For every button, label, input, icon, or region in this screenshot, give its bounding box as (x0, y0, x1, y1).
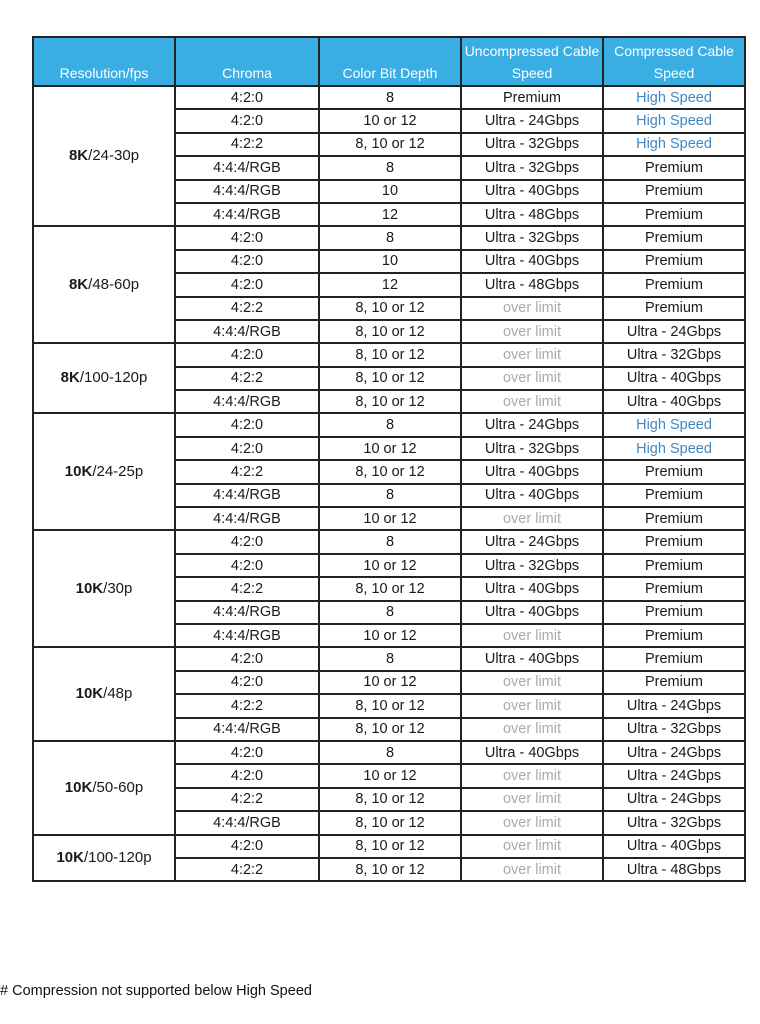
resolution-fps: /48-60p (88, 275, 140, 293)
bit-depth-cell: 8 (319, 601, 461, 624)
resolution-fps: /24-30p (88, 147, 140, 165)
bit-depth-cell: 8, 10 or 12 (319, 297, 461, 320)
compressed-speed-cell: Premium (603, 554, 745, 577)
bit-depth-cell: 8, 10 or 12 (319, 694, 461, 717)
compressed-speed-cell: Premium (603, 226, 745, 249)
uncompressed-speed-cell: over limit (461, 858, 603, 881)
compressed-speed-cell: Premium (603, 507, 745, 530)
cable-speed-table (32, 36, 746, 882)
uncompressed-speed-cell: over limit (461, 811, 603, 834)
chroma-cell: 4:2:0 (175, 741, 319, 764)
resolution-cell (33, 835, 175, 882)
bit-depth-cell: 10 or 12 (319, 507, 461, 530)
uncompressed-speed-cell: over limit (461, 343, 603, 366)
chroma-cell: 4:2:0 (175, 413, 319, 436)
resolution-cell (33, 86, 175, 226)
uncompressed-speed-cell: over limit (461, 297, 603, 320)
compressed-speed-cell: Premium (603, 647, 745, 670)
bit-depth-cell: 12 (319, 203, 461, 226)
chroma-cell: 4:2:2 (175, 788, 319, 811)
uncompressed-speed-cell: Ultra - 40Gbps (461, 460, 603, 483)
chroma-cell: 4:2:2 (175, 460, 319, 483)
table-row (33, 741, 745, 764)
bit-depth-cell: 8 (319, 530, 461, 553)
chroma-cell: 4:2:0 (175, 273, 319, 296)
compressed-speed-cell: Premium (603, 484, 745, 507)
chroma-cell: 4:2:0 (175, 554, 319, 577)
uncompressed-speed-cell: Ultra - 48Gbps (461, 203, 603, 226)
chroma-cell: 4:4:4/RGB (175, 484, 319, 507)
header-compressed-cable-speed: Compressed Cable Speed (603, 37, 745, 86)
uncompressed-speed-cell: Ultra - 24Gbps (461, 109, 603, 132)
table-row (33, 647, 745, 670)
compressed-speed-cell: High Speed (603, 413, 745, 436)
compressed-speed-cell: Premium (603, 203, 745, 226)
uncompressed-speed-cell: Ultra - 32Gbps (461, 226, 603, 249)
uncompressed-speed-cell: over limit (461, 507, 603, 530)
compressed-speed-cell: Ultra - 32Gbps (603, 718, 745, 741)
bit-depth-cell: 8 (319, 226, 461, 249)
uncompressed-speed-cell: over limit (461, 320, 603, 343)
bit-depth-cell: 8, 10 or 12 (319, 811, 461, 834)
uncompressed-speed-cell: over limit (461, 624, 603, 647)
bit-depth-cell: 12 (319, 273, 461, 296)
resolution-bold: 10K (64, 462, 93, 480)
resolution-fps: /100-120p (83, 848, 152, 866)
resolution-fps: /48p (103, 685, 133, 703)
resolution-bold: 8K (60, 369, 80, 387)
table-row (33, 226, 745, 249)
bit-depth-cell: 8, 10 or 12 (319, 788, 461, 811)
compressed-speed-cell: Ultra - 24Gbps (603, 741, 745, 764)
chroma-cell: 4:2:0 (175, 835, 319, 858)
resolution-bold: 10K (75, 685, 104, 703)
bit-depth-cell: 8 (319, 741, 461, 764)
resolution-bold: 10K (64, 778, 93, 796)
compressed-speed-cell: High Speed (603, 86, 745, 109)
uncompressed-speed-cell: over limit (461, 671, 603, 694)
uncompressed-speed-cell: Ultra - 40Gbps (461, 250, 603, 273)
uncompressed-speed-cell: Ultra - 24Gbps (461, 413, 603, 436)
chroma-cell: 4:4:4/RGB (175, 203, 319, 226)
uncompressed-speed-cell: Ultra - 40Gbps (461, 741, 603, 764)
bit-depth-cell: 8 (319, 156, 461, 179)
chroma-cell: 4:2:2 (175, 577, 319, 600)
compressed-speed-cell: Ultra - 24Gbps (603, 764, 745, 787)
chroma-cell: 4:2:2 (175, 858, 319, 881)
bit-depth-cell: 8 (319, 86, 461, 109)
chroma-cell: 4:2:0 (175, 343, 319, 366)
chroma-cell: 4:4:4/RGB (175, 507, 319, 530)
compressed-speed-cell: Ultra - 32Gbps (603, 811, 745, 834)
compressed-speed-cell: Ultra - 48Gbps (603, 858, 745, 881)
chroma-cell: 4:2:0 (175, 671, 319, 694)
bit-depth-cell: 8, 10 or 12 (319, 835, 461, 858)
compressed-speed-cell: Premium (603, 250, 745, 273)
table-body (33, 86, 745, 881)
bit-depth-cell: 8, 10 or 12 (319, 577, 461, 600)
resolution-fps: /100-120p (79, 369, 148, 387)
header-row (33, 37, 745, 86)
uncompressed-speed-cell: over limit (461, 788, 603, 811)
bit-depth-cell: 10 or 12 (319, 554, 461, 577)
bit-depth-cell: 8, 10 or 12 (319, 320, 461, 343)
bit-depth-cell: 8 (319, 647, 461, 670)
compressed-speed-cell: Premium (603, 530, 745, 553)
compressed-speed-cell: Ultra - 40Gbps (603, 835, 745, 858)
compressed-speed-cell: Premium (603, 273, 745, 296)
resolution-bold: 8K (68, 147, 89, 165)
compressed-speed-cell: Premium (603, 624, 745, 647)
resolution-cell (33, 413, 175, 530)
compressed-speed-cell: High Speed (603, 109, 745, 132)
chroma-cell: 4:2:2 (175, 297, 319, 320)
table-row (33, 413, 745, 436)
compressed-speed-cell: Ultra - 24Gbps (603, 320, 745, 343)
footnote: # Compression not supported below High Speed (0, 983, 312, 999)
resolution-cell (33, 530, 175, 647)
compressed-speed-cell: Ultra - 32Gbps (603, 343, 745, 366)
table-row (33, 835, 745, 858)
chroma-cell: 4:4:4/RGB (175, 390, 319, 413)
table-row (33, 530, 745, 553)
chroma-cell: 4:2:0 (175, 250, 319, 273)
resolution-cell (33, 647, 175, 741)
compressed-speed-cell: Premium (603, 180, 745, 203)
chroma-cell: 4:2:0 (175, 86, 319, 109)
bit-depth-cell: 10 or 12 (319, 764, 461, 787)
chroma-cell: 4:2:0 (175, 226, 319, 249)
resolution-bold: 8K (68, 275, 89, 293)
bit-depth-cell: 10 (319, 250, 461, 273)
resolution-bold: 10K (75, 579, 104, 597)
uncompressed-speed-cell: Ultra - 40Gbps (461, 484, 603, 507)
bit-depth-cell: 10 (319, 180, 461, 203)
table-row (33, 343, 745, 366)
chroma-cell: 4:2:0 (175, 647, 319, 670)
bit-depth-cell: 8, 10 or 12 (319, 367, 461, 390)
resolution-bold: 10K (56, 848, 84, 866)
uncompressed-speed-cell: over limit (461, 764, 603, 787)
chroma-cell: 4:4:4/RGB (175, 624, 319, 647)
chroma-cell: 4:2:0 (175, 109, 319, 132)
uncompressed-speed-cell: over limit (461, 694, 603, 717)
uncompressed-speed-cell: Ultra - 48Gbps (461, 273, 603, 296)
uncompressed-speed-cell: Ultra - 40Gbps (461, 647, 603, 670)
bit-depth-cell: 10 or 12 (319, 624, 461, 647)
chroma-cell: 4:4:4/RGB (175, 601, 319, 624)
resolution-cell (33, 226, 175, 343)
compressed-speed-cell: Ultra - 40Gbps (603, 390, 745, 413)
bit-depth-cell: 10 or 12 (319, 437, 461, 460)
uncompressed-speed-cell: over limit (461, 718, 603, 741)
chroma-cell: 4:4:4/RGB (175, 180, 319, 203)
chroma-cell: 4:2:2 (175, 133, 319, 156)
resolution-cell (33, 343, 175, 413)
resolution-fps: /50-60p (92, 778, 144, 796)
compressed-speed-cell: Premium (603, 601, 745, 624)
uncompressed-speed-cell: over limit (461, 367, 603, 390)
uncompressed-speed-cell: Ultra - 32Gbps (461, 554, 603, 577)
uncompressed-speed-cell: Premium (461, 86, 603, 109)
compressed-speed-cell: Ultra - 24Gbps (603, 694, 745, 717)
chroma-cell: 4:2:0 (175, 437, 319, 460)
uncompressed-speed-cell: over limit (461, 835, 603, 858)
header-resolution-fps: Resolution/fps (33, 37, 175, 86)
uncompressed-speed-cell: Ultra - 32Gbps (461, 156, 603, 179)
bit-depth-cell: 8, 10 or 12 (319, 343, 461, 366)
header-color-bit-depth: Color Bit Depth (319, 37, 461, 86)
bit-depth-cell: 8, 10 or 12 (319, 133, 461, 156)
chroma-cell: 4:2:0 (175, 764, 319, 787)
resolution-cell (33, 741, 175, 835)
chroma-cell: 4:2:0 (175, 530, 319, 553)
bit-depth-cell: 8, 10 or 12 (319, 718, 461, 741)
uncompressed-speed-cell: Ultra - 32Gbps (461, 437, 603, 460)
uncompressed-speed-cell: over limit (461, 390, 603, 413)
compressed-speed-cell: Premium (603, 297, 745, 320)
compressed-speed-cell: Premium (603, 577, 745, 600)
header-uncompressed-cable-speed: Uncompressed Cable Speed (461, 37, 603, 86)
compressed-speed-cell: Ultra - 24Gbps (603, 788, 745, 811)
bit-depth-cell: 8 (319, 413, 461, 436)
bit-depth-cell: 8 (319, 484, 461, 507)
compressed-speed-cell: Ultra - 40Gbps (603, 367, 745, 390)
uncompressed-speed-cell: Ultra - 40Gbps (461, 601, 603, 624)
uncompressed-speed-cell: Ultra - 24Gbps (461, 530, 603, 553)
chroma-cell: 4:4:4/RGB (175, 718, 319, 741)
chroma-cell: 4:4:4/RGB (175, 320, 319, 343)
uncompressed-speed-cell: Ultra - 32Gbps (461, 133, 603, 156)
chroma-cell: 4:2:2 (175, 694, 319, 717)
table-row (33, 86, 745, 109)
uncompressed-speed-cell: Ultra - 40Gbps (461, 180, 603, 203)
bit-depth-cell: 10 or 12 (319, 109, 461, 132)
bit-depth-cell: 8, 10 or 12 (319, 390, 461, 413)
uncompressed-speed-cell: Ultra - 40Gbps (461, 577, 603, 600)
header-chroma: Chroma (175, 37, 319, 86)
compressed-speed-cell: High Speed (603, 133, 745, 156)
bit-depth-cell: 8, 10 or 12 (319, 858, 461, 881)
compressed-speed-cell: Premium (603, 671, 745, 694)
chroma-cell: 4:4:4/RGB (175, 811, 319, 834)
compressed-speed-cell: Premium (603, 460, 745, 483)
chroma-cell: 4:2:2 (175, 367, 319, 390)
compressed-speed-cell: High Speed (603, 437, 745, 460)
compressed-speed-cell: Premium (603, 156, 745, 179)
bit-depth-cell: 10 or 12 (319, 671, 461, 694)
chroma-cell: 4:4:4/RGB (175, 156, 319, 179)
resolution-fps: /24-25p (92, 462, 144, 480)
resolution-fps: /30p (103, 579, 133, 597)
bit-depth-cell: 8, 10 or 12 (319, 460, 461, 483)
